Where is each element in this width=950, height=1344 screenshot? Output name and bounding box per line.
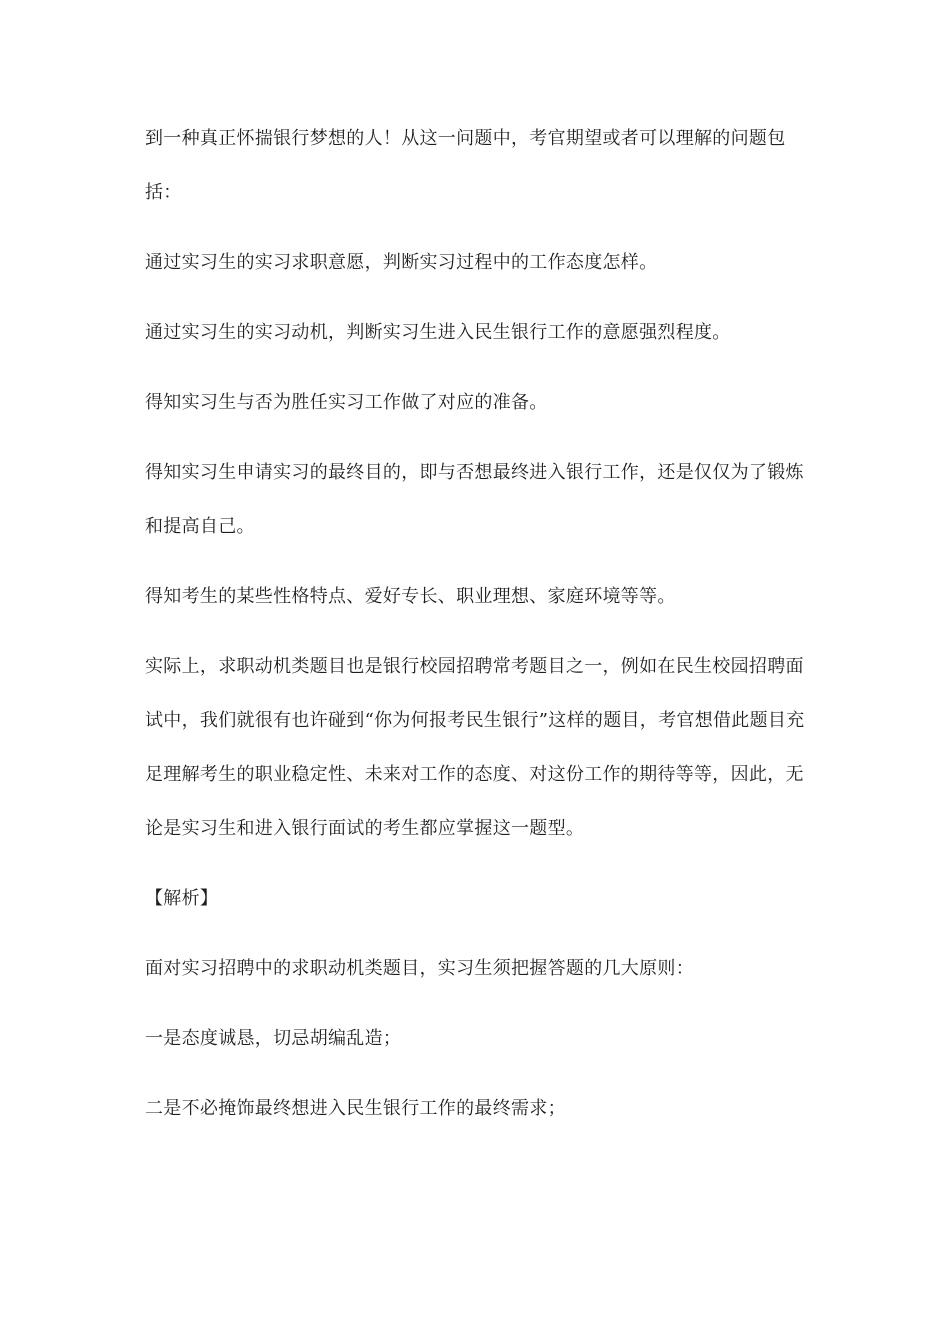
- paragraph-principles-intro: 面对实习招聘中的求职动机类题目，实习生须把握答题的几大原则：: [145, 958, 694, 979]
- paragraph-point-attitude: 通过实习生的实习求职意愿，判断实习过程中的工作态度怎样。: [145, 252, 658, 273]
- paragraph-point-final-goal: 得知实习生申请实习的最终目的，即与否想最终进入银行工作，还是仅仅为了锻炼和提高自己。: [145, 462, 804, 537]
- document-body: [145, 112, 810, 1136]
- section-heading-analysis: 【解析】: [145, 888, 219, 909]
- paragraph-point-motivation: 通过实习生的实习动机，判断实习生进入民生银行工作的意愿强烈程度。: [145, 322, 731, 343]
- paragraph-intro-continuation: 到一种真正怀揣银行梦想的人！从这一问题中，考官期望或者可以理解的问题包括：: [145, 128, 786, 203]
- paragraph-principle-two: 二是不必掩饰最终想进入民生银行工作的最终需求；: [145, 1098, 566, 1119]
- paragraph-context: 实际上，求职动机类题目也是银行校园招聘常考题目之一，例如在民生校园招聘面试中，我们就很有也许碰到“你为何报考民生银行”这样的题目，考官想借此题目充足理解考生的职业稳定性、未来对工作的态度、对这份工作的期待等等，因此，无论是实习生和进入银行面试的考生都应掌握这一题型。: [145, 656, 805, 839]
- paragraph-point-personality: 得知考生的某些性格特点、爱好专长、职业理想、家庭环境等等。: [145, 586, 676, 607]
- paragraph-point-preparation: 得知实习生与否为胜任实习工作做了对应的准备。: [145, 392, 548, 413]
- paragraph-principle-one: 一是态度诚恳，切忌胡编乱造；: [145, 1028, 402, 1049]
